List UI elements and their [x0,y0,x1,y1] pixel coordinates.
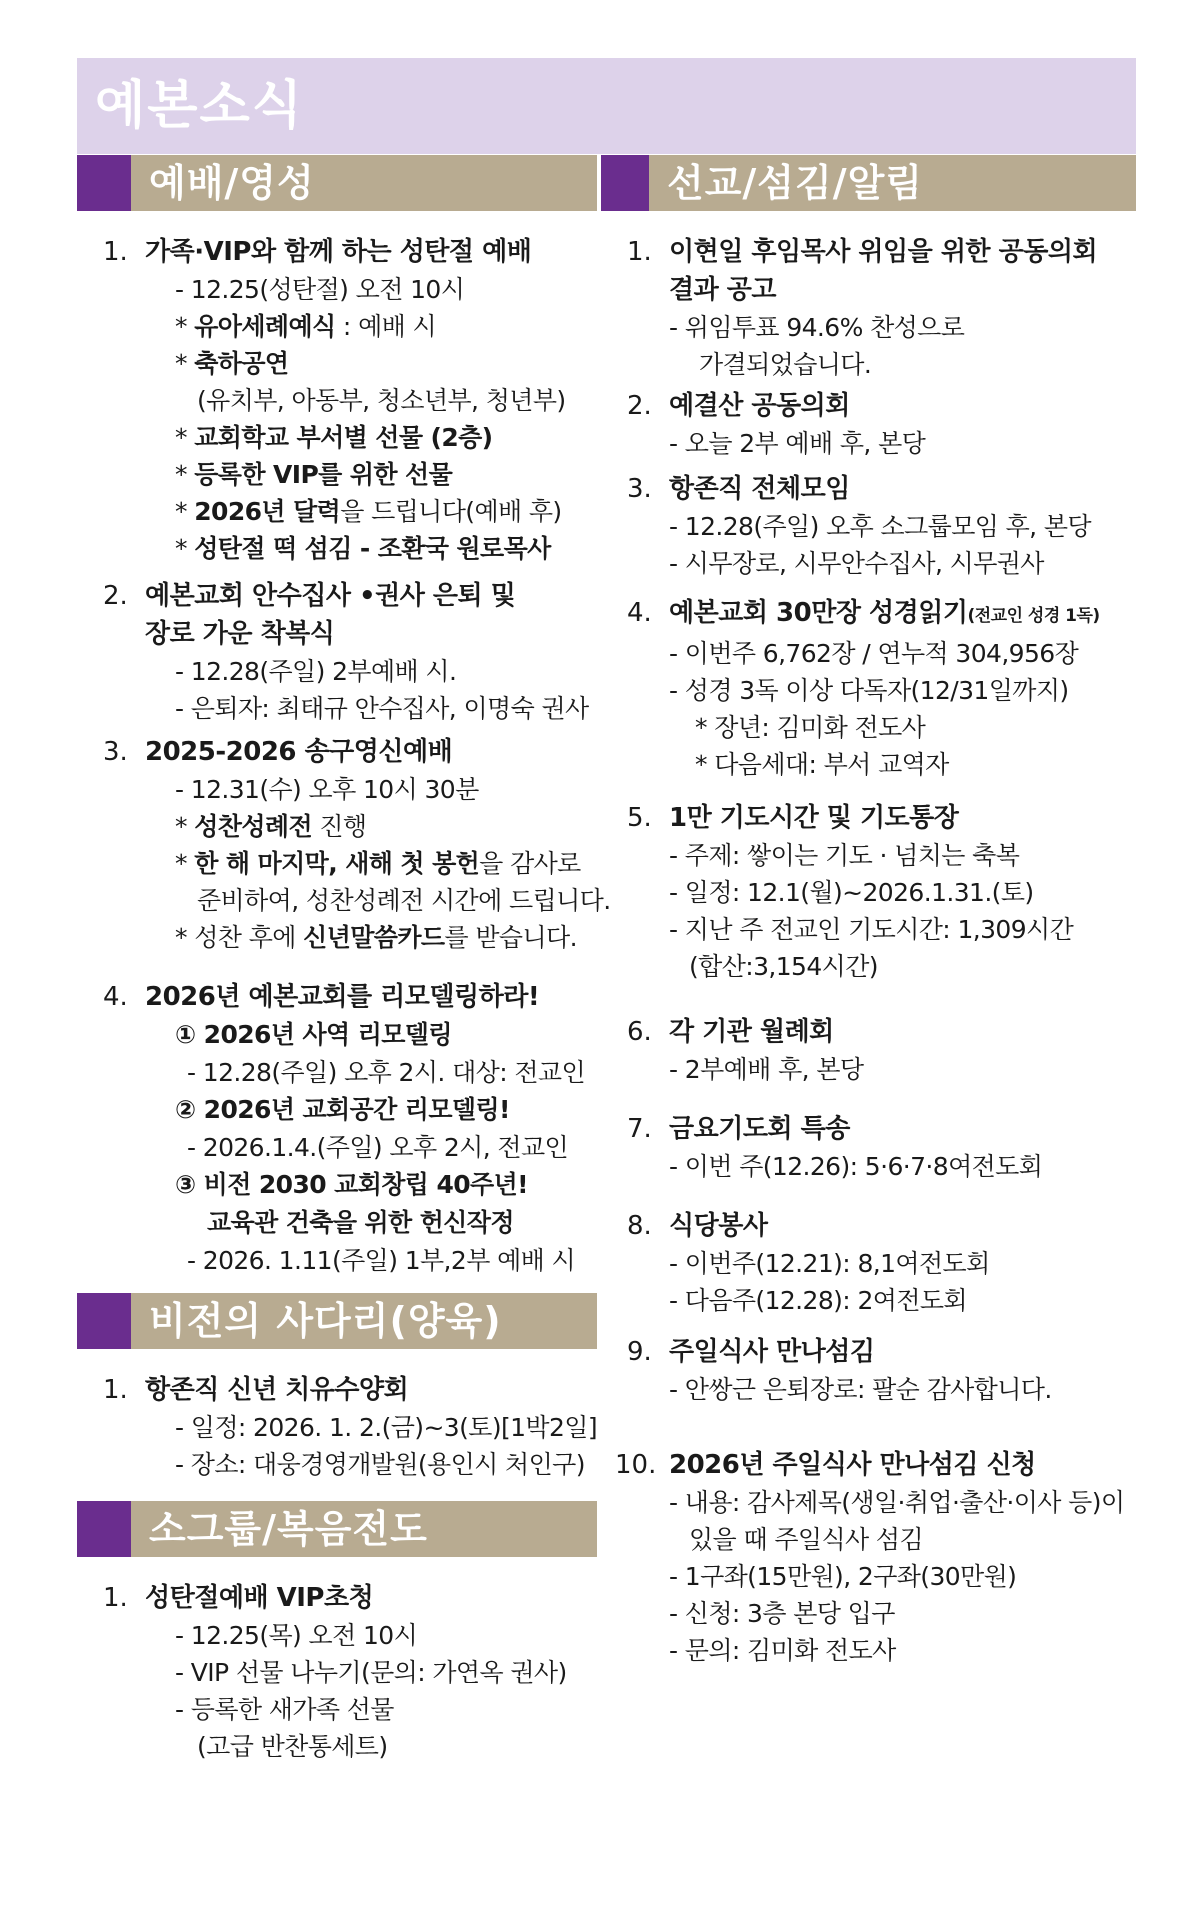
item-line: - 다음주(12.28): 2여전도회 [669,1286,967,1315]
item-title: 주일식사 만나섬김 [669,1337,875,1367]
item-line: * 교회학교 부서별 선물 (2층) [175,423,493,452]
item-line: - 일정: 12.1(월)~2026.1.31.(토) [669,878,1034,907]
item-line: * 2026년 달력을 드립니다(예배 후) [175,497,562,526]
item-line: - 12.31(수) 오후 10시 30분 [175,775,479,804]
item-line: - 성경 3독 이상 다독자(12/31일까지) [669,676,1069,705]
item-line: * 등록한 VIP를 위한 선물 [175,460,453,489]
item-line: * 한 해 마지막, 새해 첫 봉헌을 감사로 [175,849,581,878]
item-title: 2026년 주일식사 만나섬김 신청 [669,1450,1036,1480]
notice-item [103,978,597,1279]
item-title: 장로 가운 착복식 [145,619,335,649]
item-line: - 지난 주 전교인 기도시간: 1,309시간 [669,915,1074,944]
section-title: 비전의 사다리(양육) [131,1293,597,1349]
item-line: * 성찬 후에 신년말씀카드를 받습니다. [175,923,577,952]
newsletter-title: 예본소식 [95,76,304,136]
item-title: 예본교회 30만장 성경읽기(전교인 성경 1독) [669,598,1100,628]
section-accent-bar [77,155,131,211]
notice-item [103,1371,597,1483]
item-line: - 이번주 6,762장 / 연누적 304,956장 [669,639,1079,668]
notice-item [627,1110,1136,1185]
item-line: - 2026. 1.11(주일) 1부,2부 예배 시 [187,1246,576,1275]
item-line: - 12.28(주일) 오후 2시. 대상: 전교인 [187,1058,586,1087]
item-number: 5. [627,803,652,833]
item-number: 1. [627,237,652,267]
notice-item [627,1333,1136,1408]
item-line: (유치부, 아동부, 청소년부, 청년부) [197,386,566,415]
item-title: 1만 기도시간 및 기도통장 [669,803,959,833]
notice-item [627,594,1136,783]
item-line: - 12.28(주일) 오후 소그룹모임 후, 본당 [669,512,1091,541]
notice-item [627,233,1136,383]
item-number: 4. [627,598,652,628]
right-column [601,155,1136,1669]
section-header-mission [601,155,1136,211]
item-number: 6. [627,1017,652,1047]
sub-item-title: 교육관 건축을 위한 헌신작정 [207,1208,514,1237]
item-line: (합산:3,154시간) [689,952,878,981]
item-line: - VIP 선물 나누기(문의: 가연옥 권사) [175,1658,567,1687]
item-line: - 12.25(목) 오전 10시 [175,1621,418,1650]
section-title: 선교/섬김/알림 [649,155,1136,211]
item-title: 예본교회 안수집사 •권사 은퇴 및 [145,581,516,611]
section-accent-bar [601,155,649,211]
item-number: 1. [103,1583,128,1613]
item-line: 있을 때 주일식사 섬김 [689,1525,923,1554]
item-line: - 오늘 2부 예배 후, 본당 [669,429,926,458]
item-line: * 성찬성례전 진행 [175,812,367,841]
item-number: 2. [627,391,652,421]
sub-item-title: ① 2026년 사역 리모델링 [175,1020,452,1049]
item-line: * 성탄절 떡 섬김 - 조환국 원로목사 [175,534,551,563]
section-title: 예배/영성 [131,155,597,211]
item-line: - 1구좌(15만원), 2구좌(30만원) [669,1562,1017,1591]
notice-item [627,1013,1136,1088]
item-line: * 유아세례예식 : 예배 시 [175,312,437,341]
item-title: 항존직 전체모임 [669,474,850,504]
item-line: - 안쌍근 은퇴장로: 팔순 감사합니다. [669,1375,1052,1404]
item-number: 9. [627,1337,652,1367]
item-title: 성탄절예배 VIP초청 [145,1583,374,1613]
item-line: 준비하여, 성찬성례전 시간에 드립니다. [197,886,611,915]
section-header-worship [77,155,597,211]
item-line: (고급 반찬통세트) [197,1732,388,1761]
item-title: 이현일 후임목사 위임을 위한 공동의회 [669,237,1098,267]
item-line: * 축하공연 [175,349,289,378]
item-line: - 등록한 새가족 선물 [175,1695,394,1724]
notice-item [627,387,1136,462]
left-column [77,155,611,1765]
section-title: 소그룹/복음전도 [131,1501,597,1557]
item-number: 10. [615,1450,657,1480]
item-line: - 내용: 감사제목(생일·취업·출산·이사 등)이 [669,1488,1125,1517]
item-number: 3. [103,737,128,767]
item-line: * 장년: 김미화 전도사 [695,713,926,742]
item-title: 가족·VIP와 함께 하는 성탄절 예배 [145,237,532,267]
item-line: - 장소: 대웅경영개발원(용인시 처인구) [175,1450,585,1479]
item-title: 결과 공고 [669,275,777,305]
item-line: - 이번 주(12.26): 5·6·7·8여전도회 [669,1152,1043,1181]
item-number: 8. [627,1211,652,1241]
notice-item [103,733,611,956]
item-title: 금요기도회 특송 [669,1114,850,1144]
item-number: 1. [103,237,128,267]
item-line: - 2부예배 후, 본당 [669,1055,864,1084]
item-number: 1. [103,1375,128,1405]
item-number: 2. [103,581,128,611]
section-header-smallgroup [77,1501,597,1557]
item-title: 예결산 공동의회 [669,391,850,421]
notice-item [627,799,1136,985]
notice-item [627,470,1136,582]
notice-item [615,1446,1136,1669]
item-title: 2025-2026 송구영신예배 [145,737,453,767]
item-line: * 다음세대: 부서 교역자 [695,750,949,779]
item-line: - 은퇴자: 최태규 안수집사, 이명숙 권사 [175,694,589,723]
item-line: - 12.28(주일) 2부예배 시. [175,657,457,686]
notice-item [627,1207,1136,1319]
item-line: - 일정: 2026. 1. 2.(금)~3(토)[1박2일] [175,1413,597,1442]
notice-item [103,233,597,567]
item-line: - 2026.1.4.(주일) 오후 2시, 전교인 [187,1133,569,1162]
item-line: - 문의: 김미화 전도사 [669,1636,896,1665]
item-title: 항존직 신년 치유수양회 [145,1375,409,1405]
notice-item [103,1579,597,1765]
item-number: 3. [627,474,652,504]
item-line: - 위임투표 94.6% 찬성으로 [669,313,965,342]
item-line: - 시무장로, 시무안수집사, 시무권사 [669,549,1044,578]
notice-item [103,577,597,727]
item-number: 4. [103,982,128,1012]
item-title: 각 기관 월례회 [669,1017,834,1047]
section-accent-bar [77,1293,131,1349]
item-number: 7. [627,1114,652,1144]
sub-item-title: ③ 비전 2030 교회창립 40주년! [175,1170,528,1199]
item-line: - 주제: 쌓이는 기도 · 넘치는 축복 [669,841,1020,870]
section-header-vision [77,1293,597,1349]
item-title: 식당봉사 [669,1211,768,1241]
item-title: 2026년 예본교회를 리모델링하라! [145,982,540,1012]
newsletter-banner [77,58,1136,154]
section-accent-bar [77,1501,131,1557]
item-line: - 이번주(12.21): 8,1여전도회 [669,1249,990,1278]
item-line: - 신청: 3층 본당 입구 [669,1599,895,1628]
item-line: 가결되었습니다. [699,350,872,379]
sub-item-title: ② 2026년 교회공간 리모델링! [175,1095,510,1124]
item-line: - 12.25(성탄절) 오전 10시 [175,275,465,304]
